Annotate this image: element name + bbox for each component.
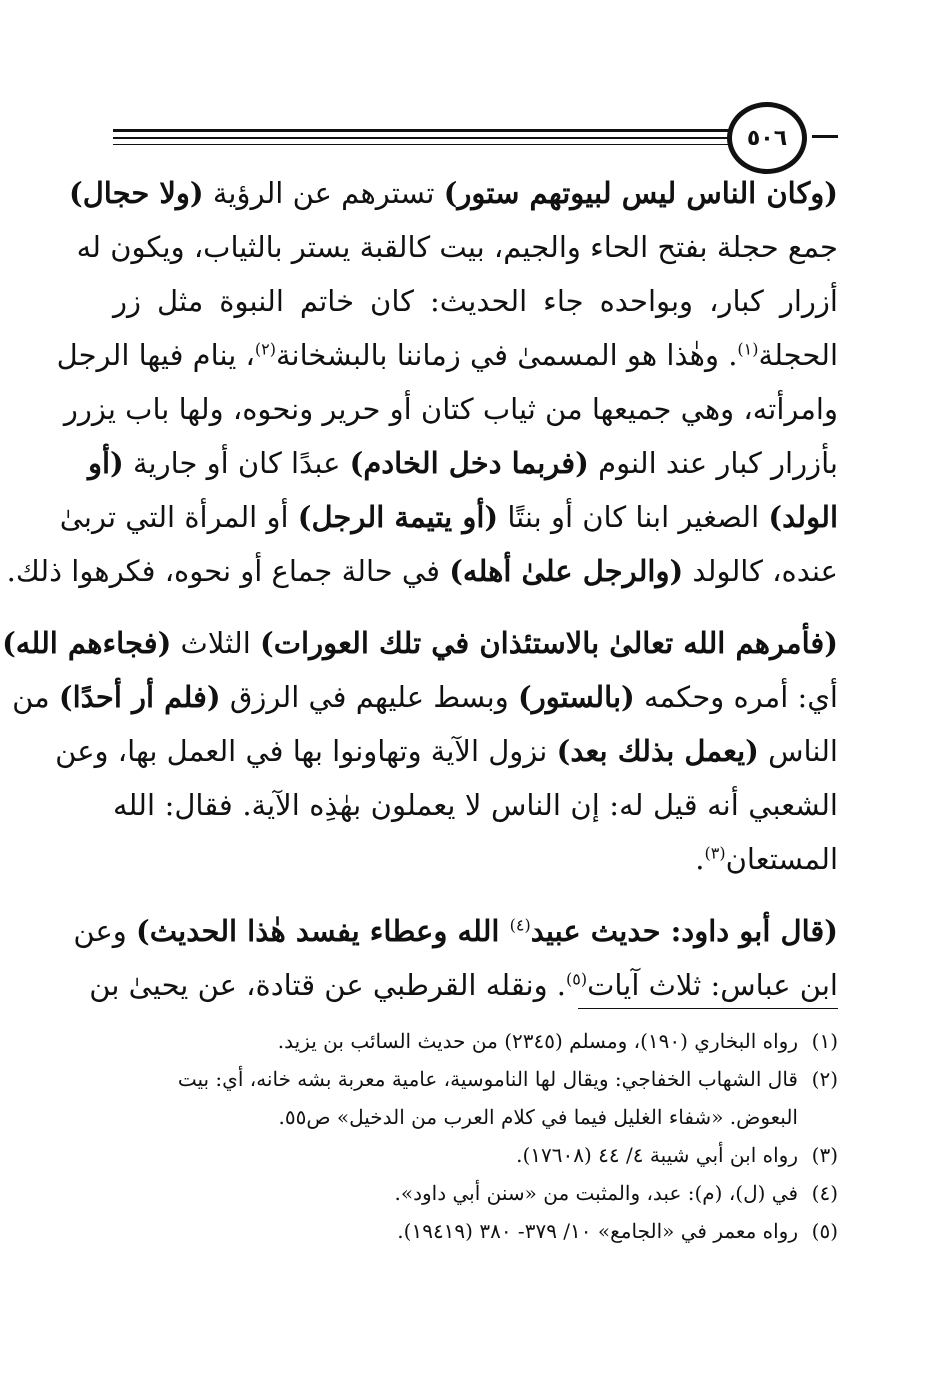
- commentary-text: في حالة جماع أو نحوه، فكرهوا ذلك.: [6, 554, 450, 588]
- footnote-number: (٢): [811, 1067, 838, 1091]
- quoted-text: (ولا حجال): [68, 176, 204, 210]
- commentary-text: ابن عباس: ثلاث آيات: [587, 968, 838, 1002]
- header-rule-right: [812, 135, 838, 138]
- body-line: [6, 544, 838, 598]
- quoted-text: الولد): [768, 500, 838, 534]
- footnote: [113, 1060, 838, 1098]
- quoted-text: (والرجل علىٰ أهله): [449, 554, 684, 588]
- footnote-ref: (٢): [254, 339, 276, 359]
- body-line: [73, 904, 838, 958]
- body-line: [56, 328, 838, 382]
- commentary-text: أو المرأة التي تربىٰ: [59, 500, 298, 534]
- commentary-text: وعن: [73, 914, 136, 948]
- commentary-text: .: [695, 842, 705, 876]
- quoted-text: الله وعطاء يفسد هٰذا الحديث): [135, 914, 510, 948]
- body-text: [2, 166, 838, 1012]
- commentary-text: الحجلة: [758, 338, 838, 372]
- commentary-text: تسترهم عن الرؤية: [203, 176, 444, 210]
- body-line: [63, 382, 838, 436]
- header-rule: [113, 137, 729, 139]
- body-line: [113, 778, 838, 832]
- commentary-text: وبسط عليهم في الرزق: [220, 680, 518, 714]
- commentary-text: الصغير ابنا كان أو بنتًا: [498, 500, 769, 534]
- quoted-text: (فربما دخل الخادم): [349, 446, 589, 480]
- quoted-text: (أو يتيمة الرجل): [297, 500, 499, 534]
- quoted-text: (أو: [87, 446, 124, 480]
- footnote-continuation: البعوض. «شفاء الغليل فيما في كلام العرب من الدخيل» ص٥٥.: [278, 1105, 798, 1129]
- body-line: [113, 832, 838, 886]
- footnote-text: في (ل)، (م): عبد، والمثبت من «سنن أبي داود».: [394, 1181, 798, 1205]
- quoted-text: (بالستور): [517, 680, 635, 714]
- footnote: [113, 1136, 838, 1174]
- commentary-text: الشعبي أنه قيل له: إن الناس لا يعملون بهٰذِه الآية. فقال: الله: [113, 788, 838, 822]
- body-line: [89, 958, 838, 1012]
- header-rule: [113, 144, 729, 145]
- footnote: [113, 1174, 838, 1212]
- quoted-text: (يعمل بذلك بعد): [556, 734, 759, 768]
- page-number-badge: [727, 102, 807, 174]
- body-line: [113, 274, 838, 328]
- quoted-text: (قال أبو داود: حديث عبيد: [530, 914, 838, 948]
- commentary-text: جمع حجلة بفتح الحاء والجيم، بيت كالقبة يستر بالثياب، ويكون له: [76, 230, 838, 264]
- footnote-number: (٥): [811, 1219, 838, 1243]
- footnote-ref: (٥): [566, 969, 588, 989]
- footnote-ref: (١): [737, 339, 759, 359]
- footnote: [113, 1212, 838, 1250]
- body-line: [59, 490, 838, 544]
- footnote-text: رواه معمر في «الجامع» ١٠/ ٣٧٩- ٣٨٠ (١٩٤١٩).: [397, 1219, 798, 1243]
- commentary-text: بأزرار كبار عند النوم: [588, 446, 838, 480]
- page-number: ٥٠٦: [746, 125, 788, 151]
- commentary-text: الثلاث: [171, 626, 260, 660]
- footnote-number: (١): [811, 1029, 838, 1053]
- quoted-text: (فجاءهم الله): [2, 626, 172, 660]
- footnote-separator: [578, 1008, 838, 1009]
- commentary-text: نزول الآية وتهاونوا بها في العمل بها، وعن: [55, 734, 557, 768]
- quoted-text: (فلم أر أحدًا): [58, 680, 221, 714]
- commentary-text: . وهٰذا هو المسمىٰ في زماننا بالبشخانة: [275, 338, 738, 372]
- body-line: [2, 616, 838, 670]
- quoted-text: (وكان الناس ليس لبيوتهم ستور): [443, 176, 838, 210]
- commentary-text: . ونقله القرطبي عن قتادة، عن يحيىٰ بن: [89, 968, 567, 1002]
- commentary-text: ، ينام فيها الرجل: [56, 338, 255, 372]
- footnote-number: (٤): [811, 1181, 838, 1205]
- footnote-number: (٣): [811, 1143, 838, 1167]
- footnote-text: رواه ابن أبي شيبة ٤/ ٤٤ (١٧٦٠٨).: [516, 1143, 798, 1167]
- commentary-text: المستعان: [725, 842, 838, 876]
- body-line: [12, 670, 838, 724]
- body-line: [55, 724, 838, 778]
- body-line: [76, 220, 838, 274]
- footnotes: [113, 1022, 838, 1250]
- quoted-text: (فأمرهم الله تعالىٰ بالاستئذان في تلك العورات): [260, 626, 838, 660]
- commentary-text: وامرأته، وهي جميعها من ثياب كتان أو حرير ونحوه، ولها باب يزرر: [63, 392, 838, 426]
- body-line: [87, 436, 838, 490]
- body-line: [68, 166, 838, 220]
- footnote: [113, 1022, 838, 1060]
- commentary-text: من: [12, 680, 59, 714]
- commentary-text: أزرار كبار، وبواحده جاء الحديث: كان خاتم النبوة مثل زر: [113, 284, 838, 318]
- footnote-ref: (٣): [704, 843, 726, 863]
- footnote-ref: (٤): [509, 915, 531, 935]
- commentary-text: الناس: [758, 734, 838, 768]
- footnote-text: قال الشهاب الخفاجي: ويقال لها الناموسية، عامية معربة بشه خانه، أي: بيت: [177, 1067, 798, 1091]
- header-rule: [113, 129, 729, 132]
- commentary-text: عبدًا كان أو جارية: [123, 446, 350, 480]
- commentary-text: عنده، كالولد: [683, 554, 838, 588]
- footnote-text: رواه البخاري (١٩٠)، ومسلم (٢٣٤٥) من حديث السائب بن يزيد.: [277, 1029, 798, 1053]
- commentary-text: أي: أمره وحكمه: [634, 680, 838, 714]
